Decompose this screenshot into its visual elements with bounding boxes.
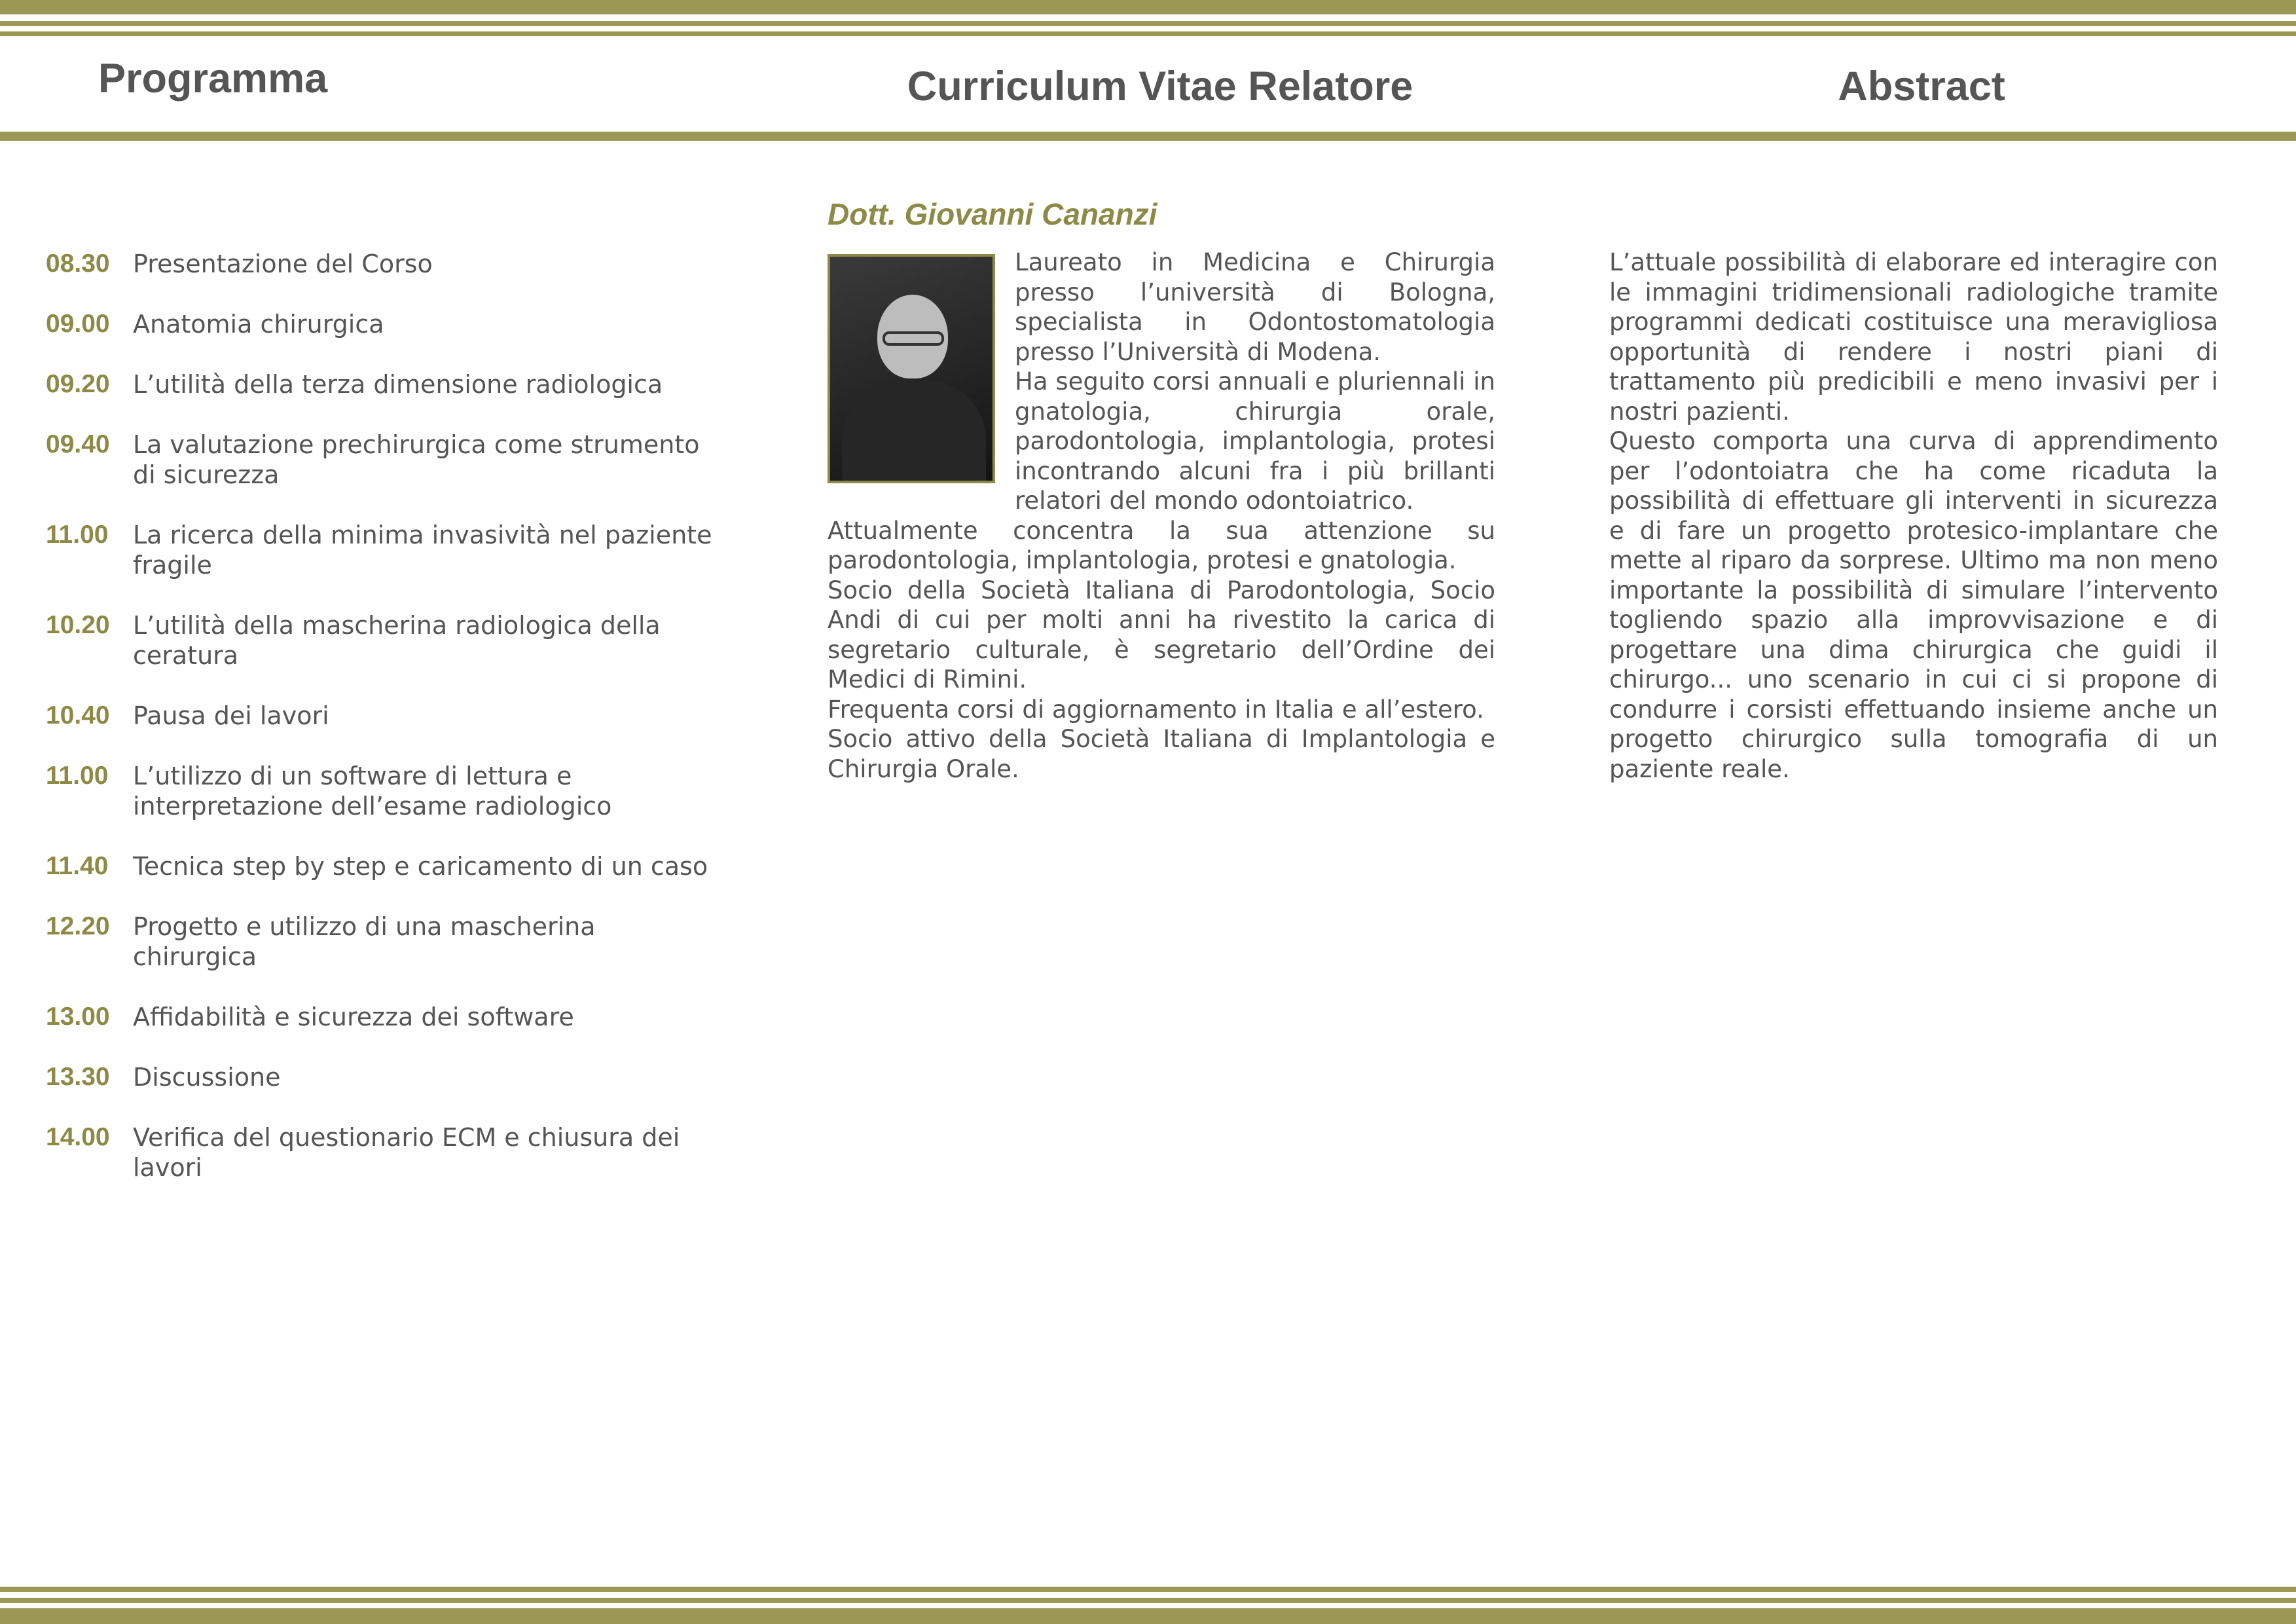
programme-item — [46, 851, 727, 881]
bottom-band-thick — [0, 1608, 2296, 1624]
cv-paragraph: Ha seguito corsi annuali e pluriennali in gnatologia, chirurgia orale, parodontologia, implantologia, protesi incontrando alcuni fra i più brillanti relatori del mondo odontoiatrico. — [1015, 367, 1495, 515]
programme-title: L’utilizzo di un software di lettura e interpretazione dell’esame radiologico — [133, 762, 612, 821]
programme-time: 12.20 — [46, 912, 110, 940]
programme-title: La valutazione prechirurgica come strumento di sicurezza — [133, 430, 700, 489]
programme-time: 13.00 — [46, 1003, 110, 1031]
programme-title: L’utilità della mascherina radiologica della ceratura — [133, 611, 661, 670]
abstract-paragraph: Questo comporta una curva di apprendimento per l’odontoiatra che ha come ricaduta la possibilità di effettuare gli interventi in sicurezza e di fare un progetto protesico-implantare che mette al riparo da sorprese. Ultimo ma non meno importante la possibilità di simulare l’intervento togliendo spazio alla improvvisazione e di progettare una dima chirurgica che guidi il chirurgo... uno scenario in cui ci si propone di condurre i corsisti effettuando insieme anche un progetto chirurgico sulla tomografia di un paziente reale. — [1609, 427, 2218, 783]
photo-body-shape — [842, 381, 986, 483]
programme-item — [46, 520, 727, 580]
programme-title: Affidabilità e sicurezza dei software — [133, 1003, 574, 1031]
programme-item — [46, 912, 727, 972]
cv-paragraph: Laureato in Medicina e Chirurgia presso l’università di Bologna, specialista in Odontostomatologia presso l’Università di Modena. — [1015, 248, 1495, 366]
programme-item — [46, 430, 727, 490]
programme-item — [46, 369, 727, 399]
top-band-thick — [0, 0, 2296, 14]
programme-time: 10.40 — [46, 701, 110, 729]
programme-title: Verifica del questionario ECM e chiusura dei lavori — [133, 1123, 680, 1182]
programme-heading: Programma — [98, 56, 328, 101]
cv-paragraph: Frequenta corsi di aggiornamento in Italia e all’estero. — [828, 695, 1484, 724]
programme-item — [46, 610, 727, 671]
programme-time: 08.30 — [46, 249, 110, 278]
programme-time: 09.20 — [46, 370, 110, 398]
speaker-name: Dott. Giovanni Cananzi — [828, 197, 1157, 231]
top-band-thin-2 — [0, 31, 2296, 36]
programme-list — [46, 249, 727, 1213]
programme-title: Anatomia chirurgica — [133, 310, 384, 339]
bottom-band-thin-2 — [0, 1598, 2296, 1603]
top-band-thin-1 — [0, 21, 2296, 26]
programme-time: 13.30 — [46, 1063, 110, 1091]
programme-time: 11.40 — [46, 852, 109, 880]
programme-item — [46, 1062, 727, 1092]
cv-paragraph: Socio della Società Italiana di Parodontologia, Socio Andi di cui per molti anni ha rivestito la carica di segretario culturale, è segretario dell’Ordine dei Medici di Rimini. — [828, 576, 1495, 693]
abstract-body — [1609, 248, 2218, 784]
programme-time: 11.00 — [46, 762, 109, 790]
programme-item — [46, 309, 727, 339]
cv-paragraph: Attualmente concentra la sua attenzione su parodontologia, implantologia, protesi e gnatologia. — [828, 516, 1495, 574]
abstract-paragraph: L’attuale possibilità di elaborare ed interagire con le immagini tridimensionali radiologiche tramite programmi dedicati costituisce una meravigliosa opportunità di rendere i nostri piani di trattamento più predicibili e meno invasivi per i nostri pazienti. — [1609, 248, 2218, 426]
programme-title: Tecnica step by step e caricamento di un caso — [133, 852, 708, 881]
programme-time: 11.00 — [46, 521, 109, 549]
cv-paragraph: Socio attivo della Società Italiana di Implantologia e Chirurgia Orale. — [828, 725, 1495, 783]
header-underline — [0, 132, 2296, 141]
programme-title: Progetto e utilizzo di una mascherina chirurgica — [133, 912, 596, 971]
programme-time: 14.00 — [46, 1123, 110, 1151]
programme-time: 09.40 — [46, 430, 110, 458]
programme-title: Pausa dei lavori — [133, 701, 329, 730]
programme-title: Presentazione del Corso — [133, 249, 433, 278]
programme-item — [46, 249, 727, 279]
cv-heading: Curriculum Vitae Relatore — [907, 64, 1413, 109]
speaker-cv — [828, 248, 1495, 784]
speaker-photo — [828, 254, 995, 483]
programme-item — [46, 761, 727, 821]
bottom-band-thin-1 — [0, 1587, 2296, 1592]
programme-time: 10.20 — [46, 611, 110, 639]
programme-title: La ricerca della minima invasività nel paziente fragile — [133, 521, 712, 580]
programme-title: Discussione — [133, 1063, 281, 1092]
photo-glasses-shape — [883, 331, 944, 346]
programme-item — [46, 1122, 727, 1183]
programme-item — [46, 701, 727, 731]
programme-item — [46, 1002, 727, 1032]
programme-time: 09.00 — [46, 310, 110, 338]
programme-title: L’utilità della terza dimensione radiologica — [133, 370, 663, 399]
abstract-heading: Abstract — [1838, 64, 2005, 109]
